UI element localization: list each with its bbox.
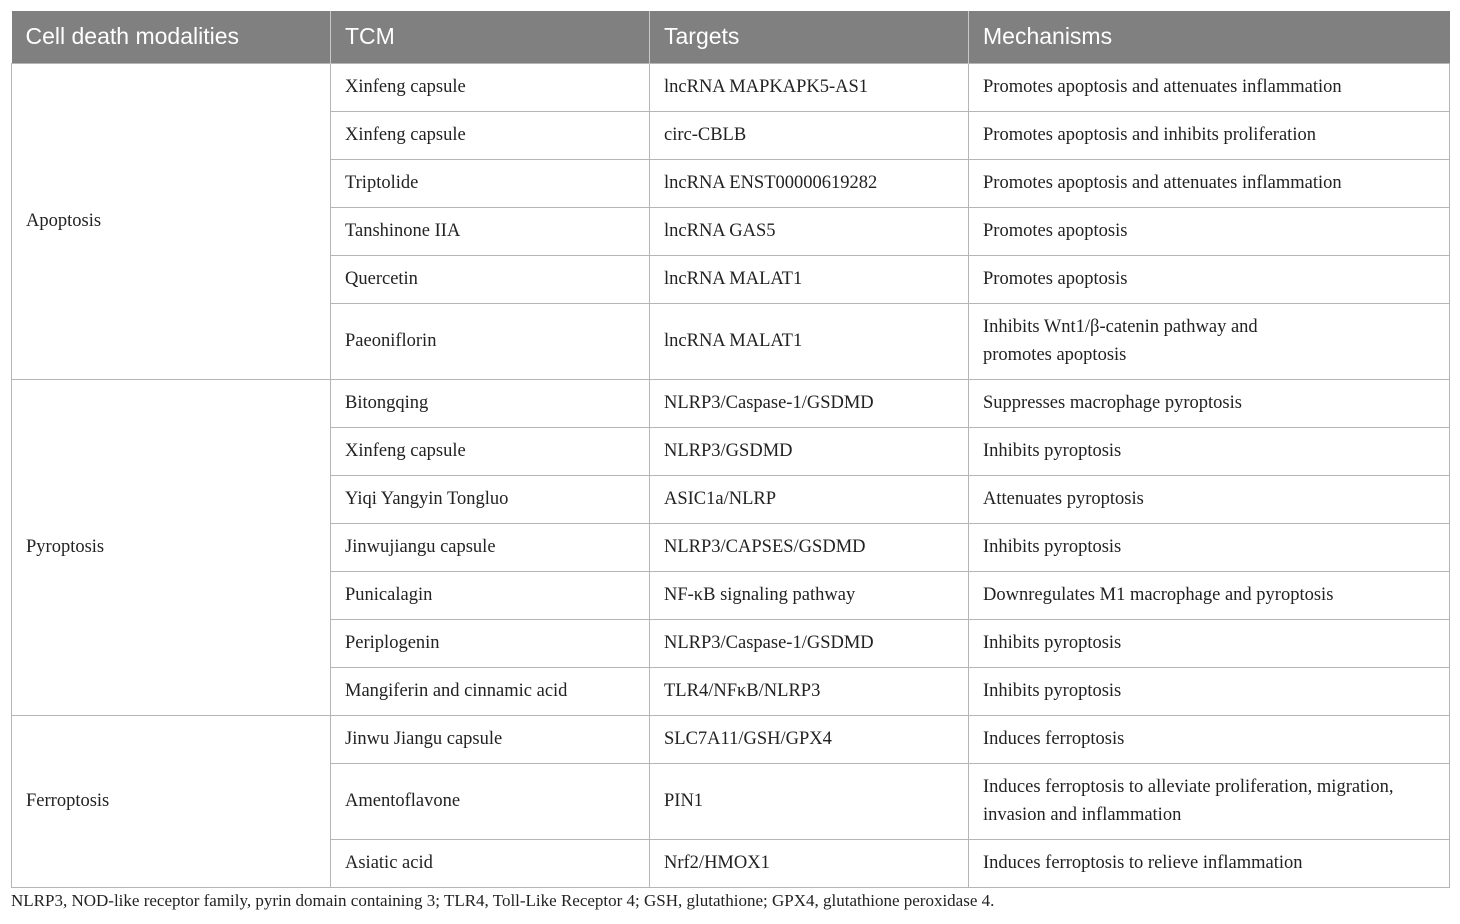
target-cell: lncRNA MALAT1 xyxy=(650,303,969,379)
tcm-cell: Tanshinone IIA xyxy=(331,207,650,255)
tcm-cell: Quercetin xyxy=(331,255,650,303)
mechanism-cell: Inhibits pyroptosis xyxy=(969,523,1450,571)
target-cell: lncRNA GAS5 xyxy=(650,207,969,255)
header-row xyxy=(12,11,1450,63)
mechanism-line: promotes apoptosis xyxy=(983,345,1127,365)
tcm-cell: Mangiferin and cinnamic acid xyxy=(331,667,650,715)
tcm-cell: Asiatic acid xyxy=(331,839,650,887)
header-cell-targets: Targets xyxy=(650,11,969,63)
tcm-cell: Triptolide xyxy=(331,159,650,207)
target-cell: NF-κB signaling pathway xyxy=(650,571,969,619)
header-cell-modality: Cell death modalities xyxy=(12,11,331,63)
tcm-cell: Bitongqing xyxy=(331,379,650,427)
mechanism-cell: Promotes apoptosis xyxy=(969,255,1450,303)
target-cell: lncRNA MAPKAPK5-AS1 xyxy=(650,63,969,111)
table-body xyxy=(12,63,1450,887)
mechanism-line: Inhibits Wnt1/β-catenin pathway and xyxy=(983,317,1258,337)
target-cell: NLRP3/Caspase-1/GSDMD xyxy=(650,619,969,667)
mechanism-cell: Promotes apoptosis and inhibits proliferation xyxy=(969,111,1450,159)
tcm-cell: Xinfeng capsule xyxy=(331,111,650,159)
modality-cell-ferroptosis: Ferroptosis xyxy=(12,715,331,887)
tcm-cell: Xinfeng capsule xyxy=(331,63,650,111)
target-cell: lncRNA ENST00000619282 xyxy=(650,159,969,207)
mechanism-cell: Promotes apoptosis and attenuates inflammation xyxy=(969,159,1450,207)
mechanism-cell: Induces ferroptosis xyxy=(969,715,1450,763)
target-cell: SLC7A11/GSH/GPX4 xyxy=(650,715,969,763)
modality-cell-pyroptosis: Pyroptosis xyxy=(12,379,331,715)
table-footnote: NLRP3, NOD-like receptor family, pyrin domain containing 3; TLR4, Toll-Like Receptor 4; GSH, glutathione; GPX4, glutathione peroxidase 4. xyxy=(11,891,995,910)
target-cell: lncRNA MALAT1 xyxy=(650,255,969,303)
mechanism-cell: Inhibits pyroptosis xyxy=(969,427,1450,475)
mechanism-cell: Promotes apoptosis xyxy=(969,207,1450,255)
tcm-cell: Paeoniflorin xyxy=(331,303,650,379)
target-cell: ASIC1a/NLRP xyxy=(650,475,969,523)
mechanism-cell xyxy=(969,303,1450,379)
mechanism-cell: Attenuates pyroptosis xyxy=(969,475,1450,523)
tcm-cell: Jinwu Jiangu capsule xyxy=(331,715,650,763)
target-cell: Nrf2/HMOX1 xyxy=(650,839,969,887)
table-header xyxy=(12,11,1450,63)
tcm-table xyxy=(11,11,1450,888)
target-cell: NLRP3/CAPSES/GSDMD xyxy=(650,523,969,571)
target-cell: circ-CBLB xyxy=(650,111,969,159)
mechanism-cell: Downregulates M1 macrophage and pyroptosis xyxy=(969,571,1450,619)
header-cell-tcm: TCM xyxy=(331,11,650,63)
mechanism-cell: Induces ferroptosis to relieve inflammation xyxy=(969,839,1450,887)
tcm-cell: Xinfeng capsule xyxy=(331,427,650,475)
mechanism-cell: Suppresses macrophage pyroptosis xyxy=(969,379,1450,427)
table-row xyxy=(12,63,1450,111)
tcm-cell: Yiqi Yangyin Tongluo xyxy=(331,475,650,523)
document-table-container xyxy=(11,11,1449,888)
mechanism-cell: Inhibits pyroptosis xyxy=(969,619,1450,667)
mechanism-cell: Promotes apoptosis and attenuates inflammation xyxy=(969,63,1450,111)
target-cell: NLRP3/Caspase-1/GSDMD xyxy=(650,379,969,427)
table-row xyxy=(12,715,1450,763)
target-cell: PIN1 xyxy=(650,763,969,839)
mechanism-cell: Inhibits pyroptosis xyxy=(969,667,1450,715)
table-row xyxy=(12,379,1450,427)
target-cell: NLRP3/GSDMD xyxy=(650,427,969,475)
mechanism-line: invasion and inflammation xyxy=(983,805,1182,825)
modality-cell-apoptosis: Apoptosis xyxy=(12,63,331,379)
mechanism-cell xyxy=(969,763,1450,839)
tcm-cell: Punicalagin xyxy=(331,571,650,619)
header-cell-mechanisms: Mechanisms xyxy=(969,11,1450,63)
tcm-cell: Jinwujiangu capsule xyxy=(331,523,650,571)
mechanism-line: Induces ferroptosis to alleviate proliferation, migration, xyxy=(983,777,1394,797)
tcm-cell: Amentoflavone xyxy=(331,763,650,839)
tcm-cell: Periplogenin xyxy=(331,619,650,667)
target-cell: TLR4/NFκB/NLRP3 xyxy=(650,667,969,715)
